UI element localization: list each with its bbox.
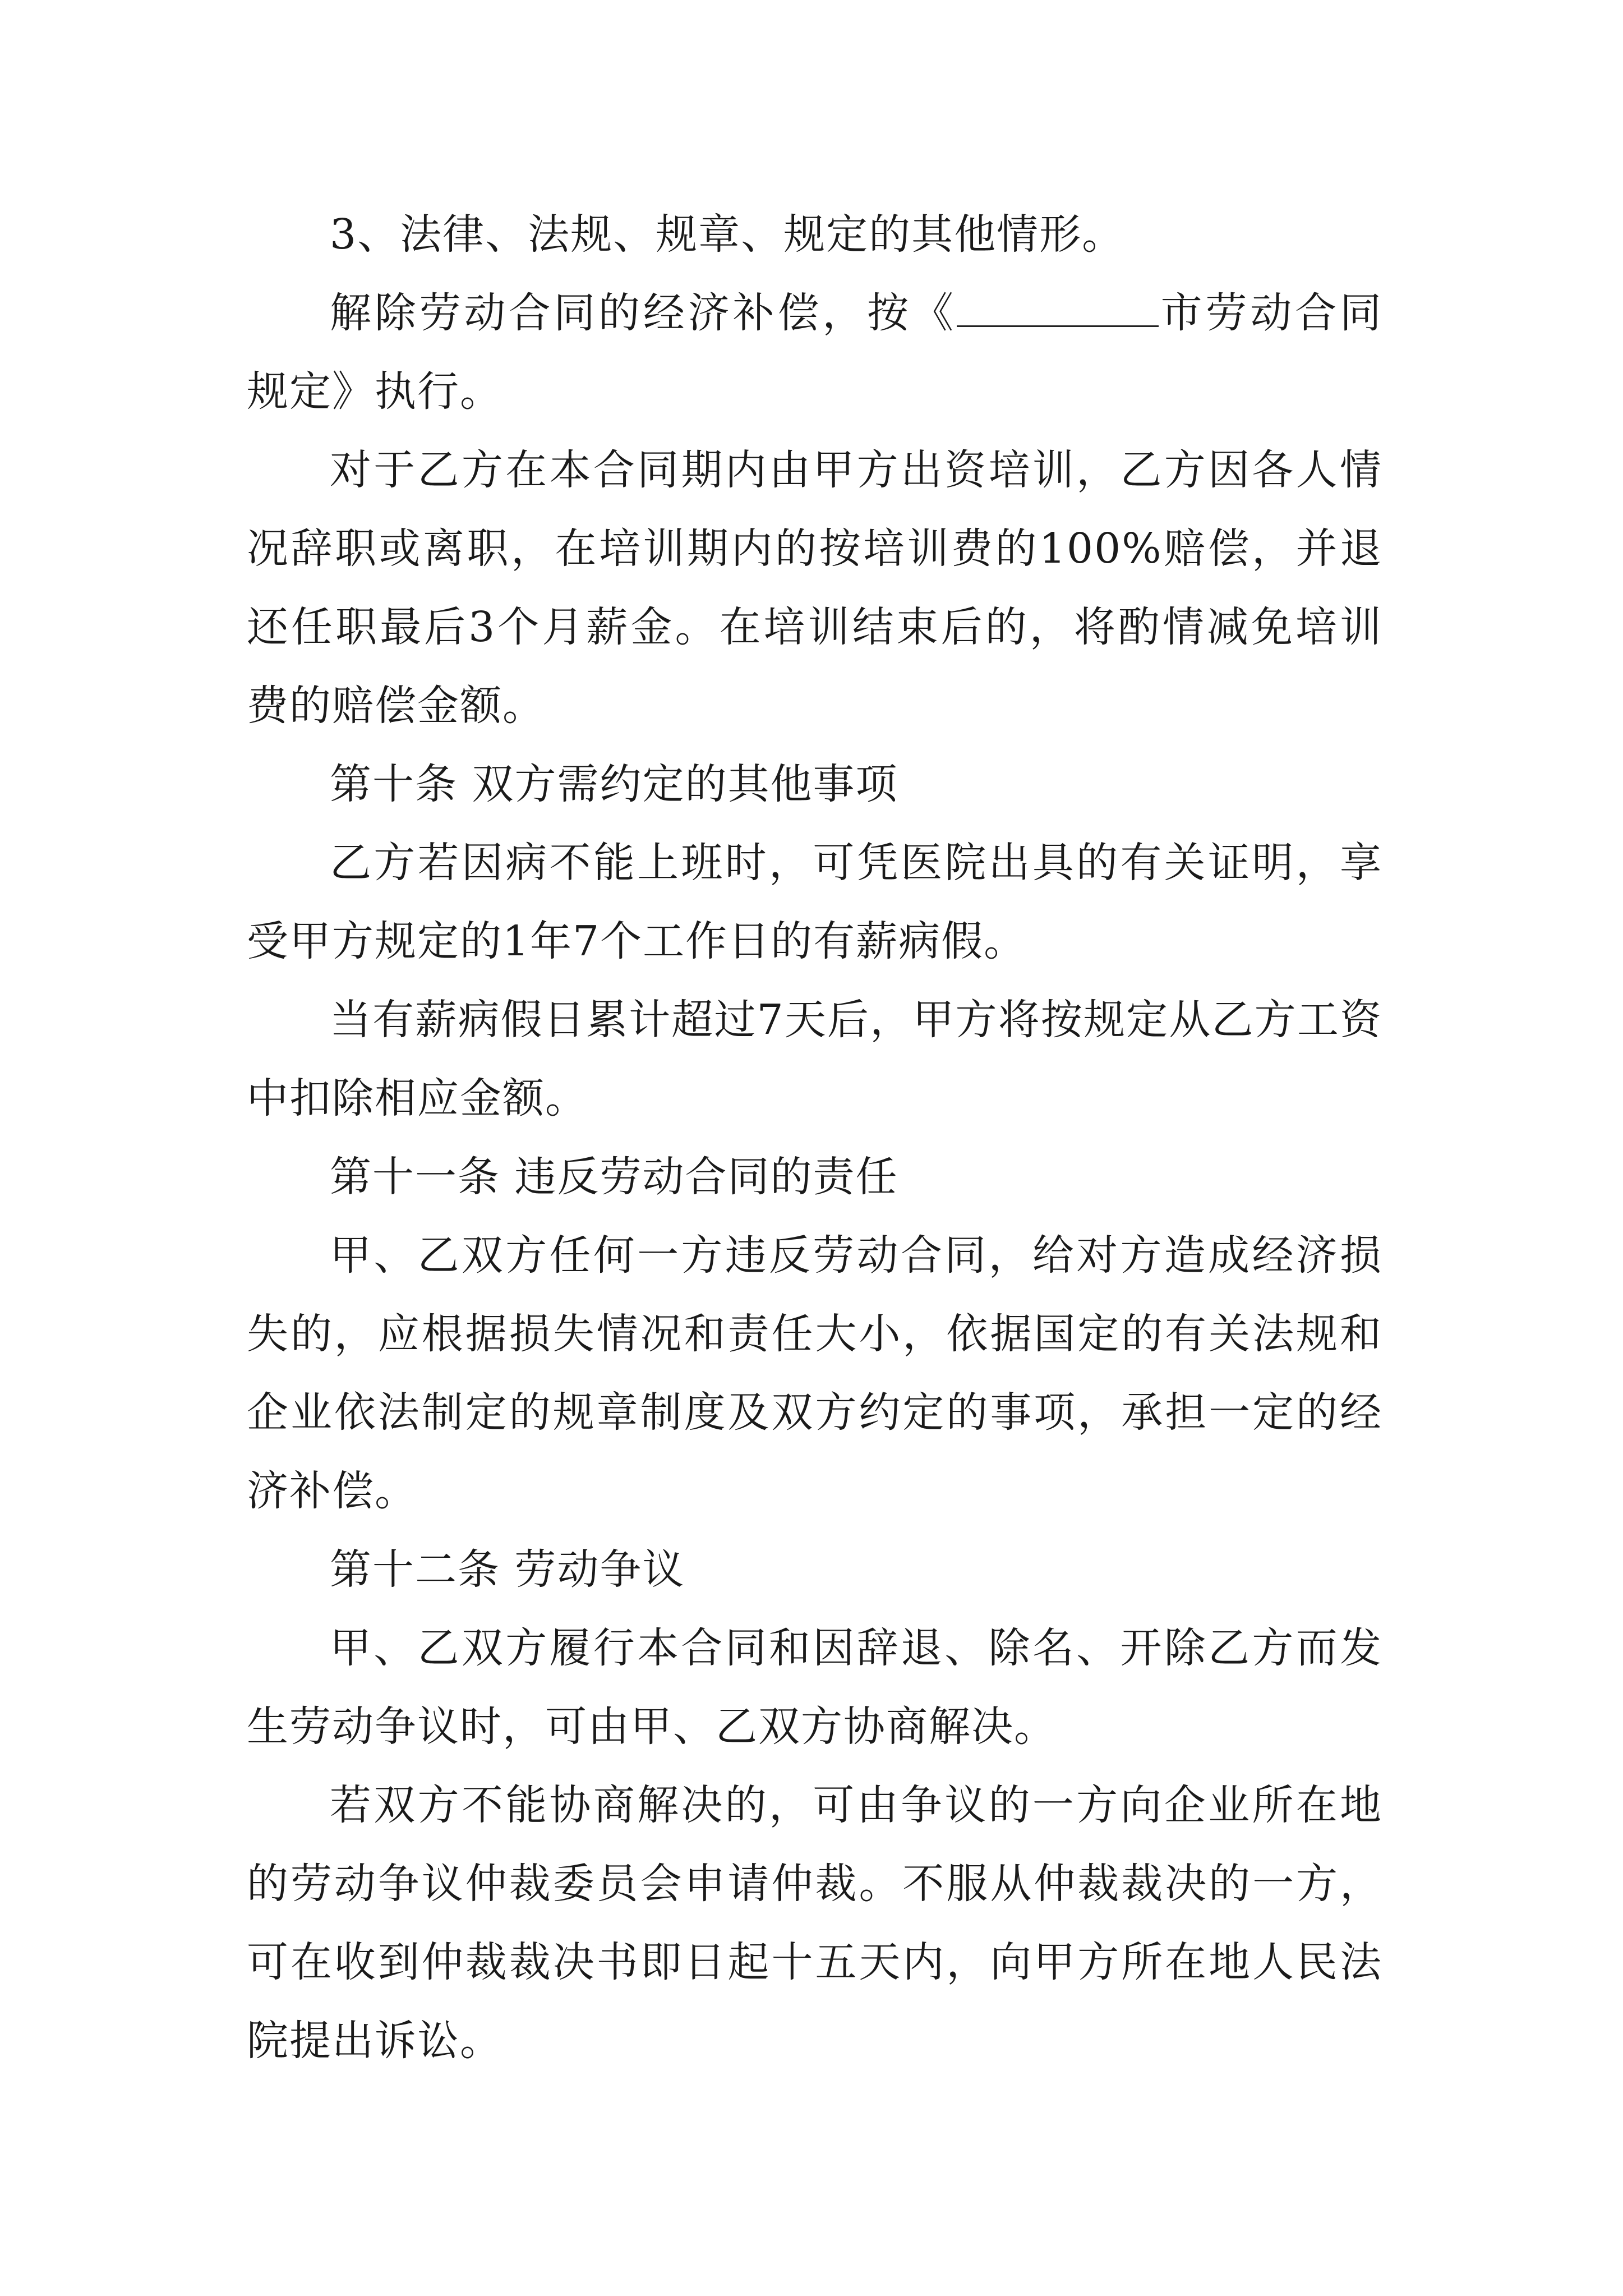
paragraph-arbitration: 若双方不能协商解决的，可由争议的一方向企业所在地的劳动争议仲裁委员会申请仲裁。不服从仲裁裁决的一方，可在收到仲裁裁决书即日起十五天内，向甲方所在地人民法院提出诉讼。 bbox=[247, 1781, 1382, 2065]
document-body bbox=[247, 195, 1382, 2080]
paragraph-sick-leave-deduction: 当有薪病假日累计超过7天后，甲方将按规定从乙方工资中扣除相应金额。 bbox=[247, 996, 1382, 1122]
paragraph-sick-leave: 乙方若因病不能上班时，可凭医院出具的有关证明，享受甲方规定的1年7个工作日的有薪病假。 bbox=[247, 839, 1382, 965]
article-10-heading: 第十条 双方需约定的其他事项 bbox=[330, 760, 898, 808]
paragraph-dispute-negotiation: 甲、乙双方履行本合同和因辞退、除名、开除乙方而发生劳动争议时，可由甲、乙双方协商解决。 bbox=[247, 1624, 1382, 1751]
paragraph-training: 对于乙方在本合同期内由甲方出资培训，乙方因各人情况辞职或离职，在培训期内的按培训费的100%赔偿，并退还任职最后3个月薪金。在培训结束后的，将酌情减免培训费的赔偿金额。 bbox=[247, 446, 1382, 730]
paragraph-compensation-after: 市劳动合同规定》执行。 bbox=[247, 289, 1383, 416]
paragraph-breach-liability: 甲、乙双方任何一方违反劳动合同，给对方造成经济损失的，应根据损失情况和责任大小，依据国定的有关法规和企业依法制定的规章制度及双方约定的事项，承担一定的经济补偿。 bbox=[247, 1231, 1382, 1515]
article-12-heading: 第十二条 劳动争议 bbox=[330, 1545, 685, 1594]
paragraph-other-circumstances: 3、法律、法规、规章、规定的其他情形。 bbox=[330, 210, 1125, 259]
paragraph-compensation-before: 解除劳动合同的经济补偿，按《 bbox=[330, 289, 957, 337]
paragraph-compensation bbox=[247, 274, 1382, 431]
article-11-heading: 第十一条 违反劳动合同的责任 bbox=[330, 1153, 898, 1201]
blank-fill-line bbox=[957, 292, 1159, 327]
